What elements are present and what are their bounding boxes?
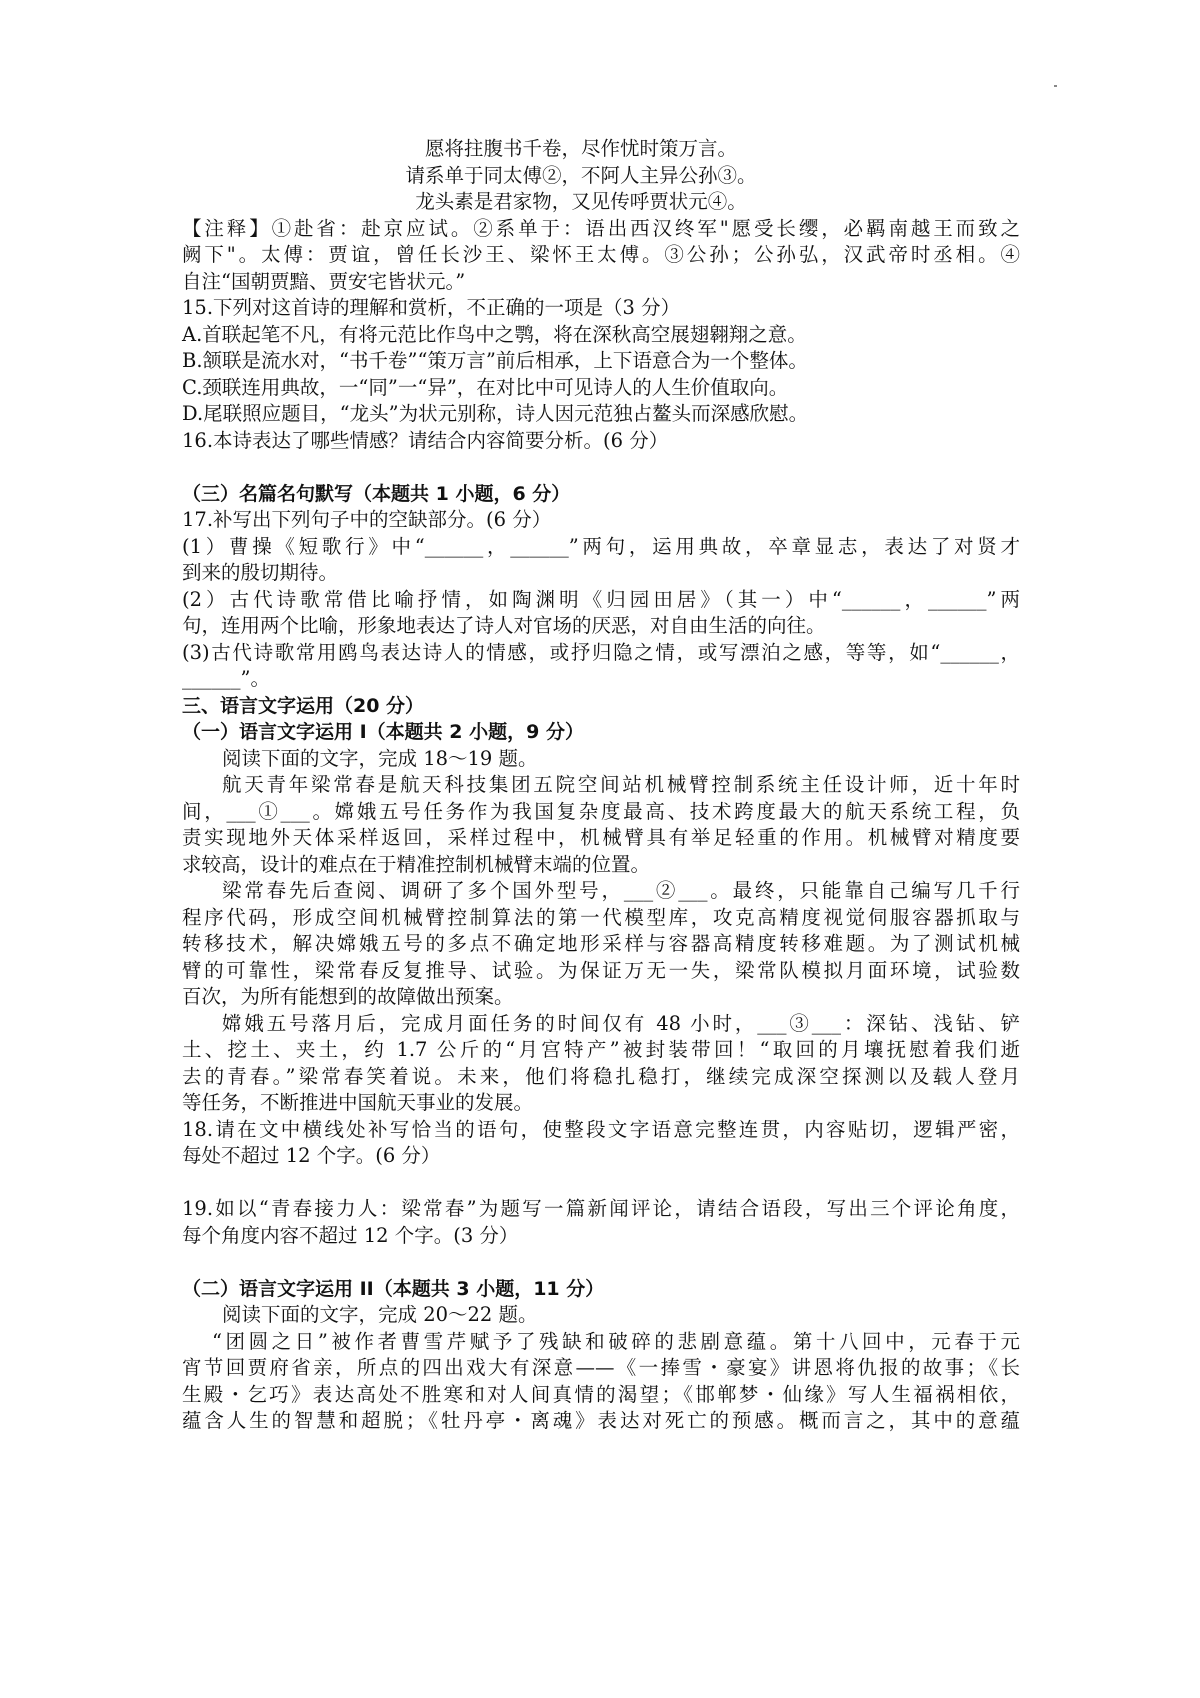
poem-line: 愿将拄腹书千卷，尽作忧时策万言。 bbox=[424, 137, 737, 160]
part-heading: 三、语言文字运用（20 分） bbox=[182, 694, 425, 717]
question-17-line: ______”。 bbox=[182, 667, 270, 690]
passage-line: 嫦娥五号落月后，完成月面任务的时间仅有 48 小时，___③___：深钻、浅钻、铲 bbox=[222, 1011, 1020, 1035]
passage-line: 航天青年梁常春是航天科技集团五院空间站机械臂控制系统主任设计师，近十年时 bbox=[222, 773, 1020, 796]
passage-line: 等任务，不断推进中国航天事业的发展。 bbox=[182, 1091, 534, 1114]
passage-line: 梁常春先后查阅、调研了多个国外型号，___②___。最终，只能靠自己编写几千行 bbox=[222, 879, 1020, 902]
option-a: A.首联起笔不凡，有将元范比作鸟中之鹗，将在深秋高空展翅翱翔之意。 bbox=[182, 322, 807, 346]
section-heading: （二）语言文字运用 II（本题共 3 小题，11 分） bbox=[182, 1277, 605, 1300]
annotation: 自注“国朝贾黯、贾安宅皆状元。” bbox=[182, 269, 466, 293]
question-19: 每个角度内容不超过 12 个字。(3 分） bbox=[182, 1223, 519, 1247]
passage-line: 间，___①___。嫦娥五号任务作为我国复杂度最高、技术跨度最大的航天系统工程，负 bbox=[182, 799, 1020, 823]
poem-line: 请系单于同太傅②，不阿人主异公孙③。 bbox=[405, 163, 757, 187]
option-b: B.颔联是流水对，“书千卷”“策万言”前后相承，上下语意合为一个整体。 bbox=[182, 349, 808, 372]
exam-page bbox=[182, 136, 1020, 1435]
question-17-line: (3)古代诗歌常用鸥鸟表达诗人的情感，或抒归隐之情，或写漂泊之感，等等，如“______， bbox=[182, 640, 1020, 664]
poem-line: 龙头素是君家物，又见传呼贾状元④。 bbox=[415, 190, 747, 213]
passage-line: 去的青春。”梁常春笑着说。未来，他们将稳扎稳打，继续完成深空探测以及载人登月 bbox=[182, 1064, 1020, 1088]
section-heading: （三）名篇名句默写（本题共 1 小题，6 分） bbox=[182, 482, 571, 505]
question-16: 16.本诗表达了哪些情感？请结合内容简要分析。(6 分） bbox=[182, 428, 669, 452]
option-d: D.尾联照应题目，“龙头”为状元别称，诗人因元范独占鳌头而深感欣慰。 bbox=[182, 402, 809, 425]
passage-line: 百次，为所有能想到的故障做出预案。 bbox=[182, 985, 514, 1008]
passage-line: 宵节回贾府省亲，所点的四出戏大有深意——《一捧雪・豪宴》讲恩将仇报的故事；《长 bbox=[182, 1356, 1020, 1379]
question-18: 18.请在文中横线处补写恰当的语句，使整段文字语意完整连贯，内容贴切，逻辑严密， bbox=[182, 1117, 1020, 1141]
reading-instruction: 阅读下面的文字，完成 18～19 题。 bbox=[222, 746, 538, 770]
question-17-line: 句，连用两个比喻，形象地表达了诗人对官场的厌恶，对自由生活的向往。 bbox=[182, 614, 826, 637]
annotation: 【注释】①赴省：赴京应试。②系单于：语出西汉终军"愿受长缨，必羁南越王而致之 bbox=[182, 216, 1020, 240]
scan-speck bbox=[1054, 85, 1057, 87]
section-heading: （一）语言文字运用 I（本题共 2 小题，9 分） bbox=[182, 721, 584, 743]
passage-line: 土、挖土、夹土，约 1.7 公斤的“月宫特产”被封装带回！“取回的月壤抚慰着我们逝 bbox=[182, 1038, 1020, 1061]
passage-line: 蕴含人生的智慧和超脱；《牡丹亭・离魂》表达对死亡的预感。概而言之，其中的意蕴 bbox=[182, 1409, 1020, 1432]
option-c: C.颈联连用典故，一“同”一“异”，在对比中可见诗人的人生价值取向。 bbox=[182, 375, 789, 399]
question-17: 17.补写出下列句子中的空缺部分。(6 分） bbox=[182, 508, 552, 531]
passage-line: 求较高，设计的难点在于精准控制机械臂末端的位置。 bbox=[182, 852, 651, 876]
passage-line: 转移技术，解决嫦娥五号的多点不确定地形采样与容器高精度转移难题。为了测试机械 bbox=[182, 932, 1020, 955]
question-17-line: 到来的殷切期待。 bbox=[182, 561, 339, 584]
passage-line: 生殿・乞巧》表达高处不胜寒和对人间真情的渴望；《邯郸梦・仙缘》写人生福祸相依， bbox=[182, 1382, 1020, 1406]
reading-instruction: 阅读下面的文字，完成 20～22 题。 bbox=[222, 1303, 538, 1326]
passage-line: 臂的可靠性，梁常春反复推导、试验。为保证万无一失，梁常队模拟月面环境，试验数 bbox=[182, 958, 1020, 982]
question-19: 19.如以“青春接力人：梁常春”为题写一篇新闻评论，请结合语段，写出三个评论角度， bbox=[182, 1197, 1020, 1220]
question-18: 每处不超过 12 个字。(6 分） bbox=[182, 1144, 441, 1167]
question-15: 15.下列对这首诗的理解和赏析，不正确的一项是（3 分） bbox=[182, 296, 681, 319]
question-17-line: (2）古代诗歌常借比喻抒情，如陶渊明《归园田居》（其一）中“______，______”两 bbox=[182, 587, 1020, 611]
annotation: 阙下"。太傅：贾谊，曾任长沙王、梁怀王太傅。③公孙；公孙弘，汉武帝时丞相。④ bbox=[182, 243, 1020, 266]
passage-line: 程序代码，形成空间机械臂控制算法的第一代模型库，攻克高精度视觉伺服容器抓取与 bbox=[182, 905, 1020, 929]
question-17-line: (1）曹操《短歌行》中“______，______”两句，运用典故，卒章显志，表达了对贤才 bbox=[182, 534, 1020, 558]
passage-line: 责实现地外天体采样返回，采样过程中，机械臂具有举足轻重的作用。机械臂对精度要 bbox=[182, 826, 1020, 849]
passage-line: “团圆之日”被作者曹雪芹赋予了残缺和破碎的悲剧意蕴。第十八回中，元春于元 bbox=[212, 1329, 1020, 1353]
